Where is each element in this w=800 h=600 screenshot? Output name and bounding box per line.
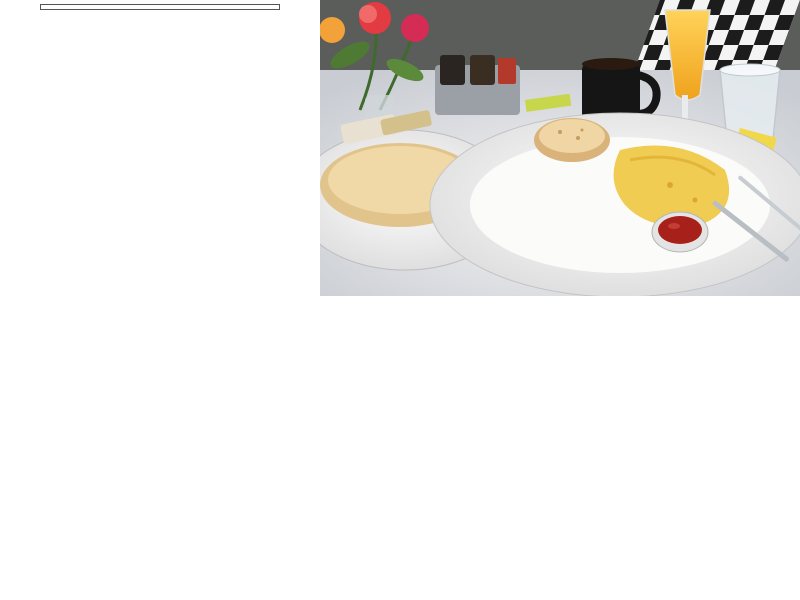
- brunch-menu-panel: [0, 0, 320, 296]
- sides-box: [40, 4, 280, 10]
- breakfast-photo: [320, 0, 800, 298]
- liquor-list-panel: [604, 296, 800, 600]
- english-muffin: [534, 118, 610, 162]
- dinner-menu-panel: [0, 296, 424, 600]
- main-plate: [430, 113, 800, 297]
- photo-scene: [320, 0, 800, 298]
- ketchup-ramekin: [652, 212, 708, 252]
- wine-list-panel: [424, 296, 612, 600]
